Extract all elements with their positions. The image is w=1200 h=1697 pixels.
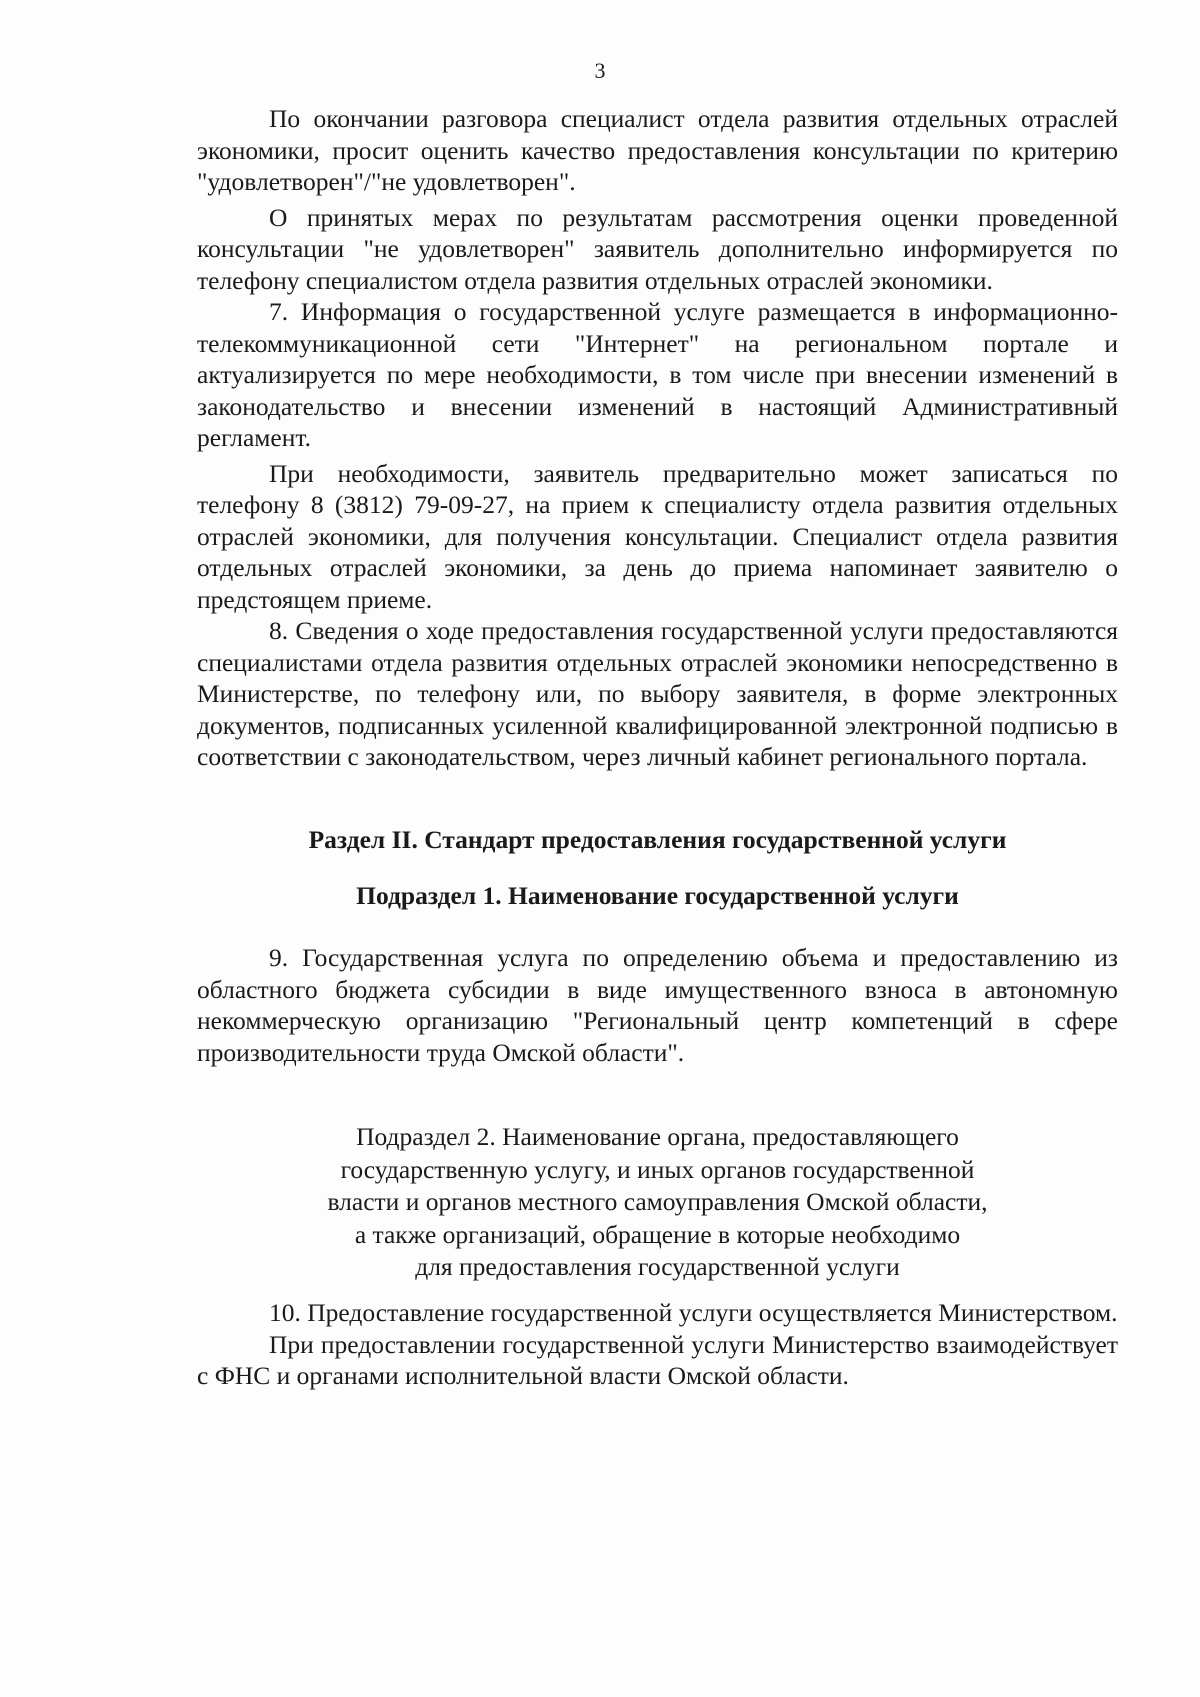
subsection-2-heading-line: государственную услугу, и иных органов государственной bbox=[340, 1154, 975, 1184]
body-text-subsection-2 bbox=[197, 1297, 1118, 1392]
paragraph-measures-taken: О принятых мерах по результатам рассмотрения оценки проведенной консультации "не удовлетворен" заявитель дополнительно информируется по телефону специалистом отдела развития отдельных отраслей экономики. bbox=[197, 202, 1118, 295]
paragraph-consultation-rating: По окончании разговора специалист отдела развития отдельных отраслей экономики, просит оценить качество предоставления консультации по критерию "удовлетворен"/"не удовлетворен". bbox=[197, 104, 1118, 196]
paragraph-interaction: При предоставлении государственной услуги Министерство взаимодействует с ФНС и органами исполнительной власти Омской области. bbox=[197, 1329, 1118, 1390]
subsection-2-heading-line: Подраздел 2. Наименование органа, предоставляющего bbox=[356, 1122, 959, 1151]
subsection-2-heading-line: для предоставления государственной услуги bbox=[415, 1252, 900, 1281]
page-number: 3 bbox=[594, 58, 606, 83]
body-text-subsection-1 bbox=[197, 942, 1118, 1068]
paragraph-appointment: При необходимости, заявитель предварительно может записаться по телефону 8 (3812) 79-09-27, на прием к специалисту отдела развития отдельных отраслей экономики, для получения консультации. Специалист отдела развития отдельных отраслей экономики, за день до приема напоминает заявителю о предстоящем приеме. bbox=[197, 458, 1118, 614]
subsection-2-heading-line: власти и органов местного самоуправления Омской области, bbox=[327, 1187, 988, 1216]
subsection-2-heading bbox=[197, 1121, 1118, 1284]
paragraph-item-7: 7. Информация о государственной услуге размещается в информационно-телекоммуникационной сети "Интернет" на региональном портале и актуализируется по мере необходимости, в том числе при внесении изменений в законодательство и внесении изменений в настоящий Административный регламент. bbox=[197, 297, 1118, 452]
paragraph-item-9: 9. Государственная услуга по определению объема и предоставлению из областного бюджета субсидии в виде имущественного взноса в автономную некоммерческую организацию "Региональный центр компетенций в сфере производительности труда Омской области". bbox=[197, 943, 1118, 1067]
body-text-section-1 bbox=[197, 103, 1118, 773]
paragraph-item-8: 8. Сведения о ходе предоставления государственной услуги предоставляются специалистами отдела развития отдельных отраслей экономики непосредственно в Министерстве, по телефону или, по выбору заявителя, в форме электронных документов, подписанных усиленной квалифицированной электронной подписью в соответствии с законодательством, через личный кабинет регионального портала. bbox=[197, 616, 1118, 771]
section-2-heading: Раздел II. Стандарт предоставления государственной услуги bbox=[308, 825, 1007, 854]
subsection-2-heading-line: а также организаций, обращение в которые необходимо bbox=[354, 1219, 961, 1249]
paragraph-item-10: 10. Предоставление государственной услуги осуществляется Министерством. bbox=[269, 1298, 1118, 1327]
subsection-1-heading: Подраздел 1. Наименование государственной услуги bbox=[356, 881, 959, 910]
